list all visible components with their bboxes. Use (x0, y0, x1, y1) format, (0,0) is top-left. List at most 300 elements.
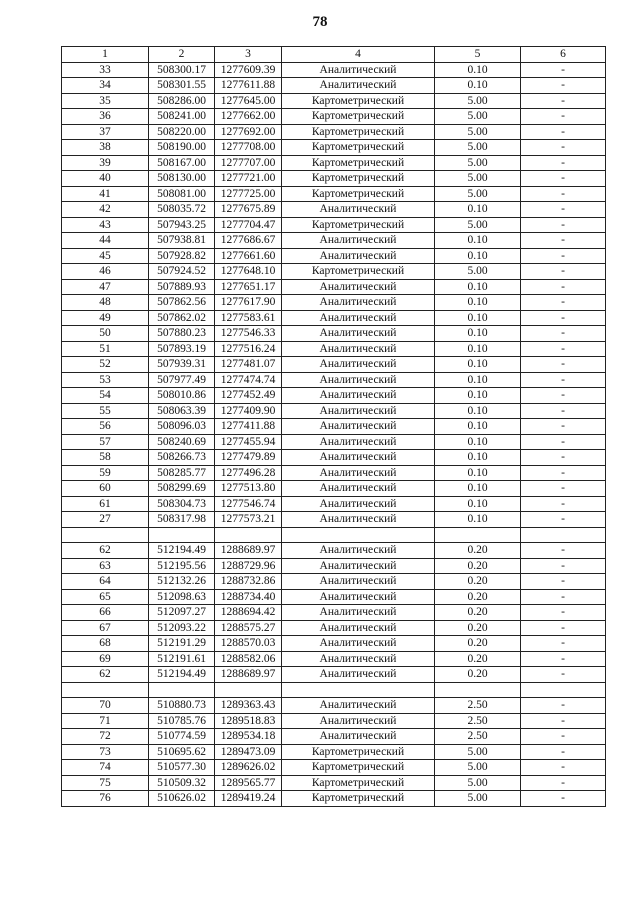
point-number-cell: 54 (62, 388, 149, 404)
x-coordinate-cell: 512194.49 (149, 667, 215, 683)
point-number-cell (62, 682, 149, 698)
point-number-cell: 35 (62, 93, 149, 109)
y-coordinate-cell: 1277409.90 (215, 403, 282, 419)
accuracy-cell (435, 527, 521, 543)
accuracy-cell: 5.00 (435, 155, 521, 171)
x-coordinate-cell: 507924.52 (149, 264, 215, 280)
accuracy-cell: 0.20 (435, 620, 521, 636)
accuracy-cell: 5.00 (435, 775, 521, 791)
y-coordinate-cell: 1277707.00 (215, 155, 282, 171)
point-number-cell: 62 (62, 667, 149, 683)
y-coordinate-cell: 1277481.07 (215, 357, 282, 373)
y-coordinate-cell: 1277573.21 (215, 512, 282, 528)
point-number-cell: 39 (62, 155, 149, 171)
x-coordinate-cell: 508241.00 (149, 109, 215, 125)
note-cell: - (521, 202, 606, 218)
point-number-cell: 34 (62, 78, 149, 94)
note-cell: - (521, 186, 606, 202)
x-coordinate-cell: 512093.22 (149, 620, 215, 636)
point-number-cell: 45 (62, 248, 149, 264)
table-row (62, 310, 606, 326)
accuracy-cell: 0.10 (435, 512, 521, 528)
method-cell: Картометрический (282, 744, 435, 760)
accuracy-cell: 0.20 (435, 574, 521, 590)
point-number-cell: 64 (62, 574, 149, 590)
point-number-cell: 56 (62, 419, 149, 435)
method-cell: Аналитический (282, 450, 435, 466)
point-number-cell: 74 (62, 760, 149, 776)
accuracy-cell: 5.00 (435, 124, 521, 140)
y-coordinate-cell: 1288729.96 (215, 558, 282, 574)
method-cell: Картометрический (282, 124, 435, 140)
point-number-cell: 42 (62, 202, 149, 218)
accuracy-cell: 5.00 (435, 791, 521, 807)
accuracy-cell: 0.20 (435, 651, 521, 667)
point-number-cell: 67 (62, 620, 149, 636)
table-row (62, 62, 606, 78)
note-cell: - (521, 450, 606, 466)
table-row (62, 233, 606, 249)
method-cell (282, 682, 435, 698)
note-cell: - (521, 78, 606, 94)
table-row (62, 527, 606, 543)
method-cell: Аналитический (282, 388, 435, 404)
point-number-cell: 53 (62, 372, 149, 388)
y-coordinate-cell: 1289626.02 (215, 760, 282, 776)
x-coordinate-cell: 510695.62 (149, 744, 215, 760)
accuracy-cell: 2.50 (435, 698, 521, 714)
method-cell: Аналитический (282, 326, 435, 342)
x-coordinate-cell: 512132.26 (149, 574, 215, 590)
accuracy-cell: 0.20 (435, 605, 521, 621)
accuracy-cell: 0.10 (435, 341, 521, 357)
x-coordinate-cell: 507928.82 (149, 248, 215, 264)
accuracy-cell: 2.50 (435, 729, 521, 745)
accuracy-cell: 0.10 (435, 465, 521, 481)
table-row (62, 264, 606, 280)
table-row (62, 667, 606, 683)
y-coordinate-cell: 1277609.39 (215, 62, 282, 78)
note-cell: - (521, 341, 606, 357)
x-coordinate-cell: 508299.69 (149, 481, 215, 497)
point-number-cell: 40 (62, 171, 149, 187)
point-number-cell (62, 527, 149, 543)
note-cell: - (521, 124, 606, 140)
table-row (62, 450, 606, 466)
x-coordinate-cell: 507893.19 (149, 341, 215, 357)
table-row (62, 775, 606, 791)
table-row (62, 124, 606, 140)
table-row (62, 202, 606, 218)
note-cell: - (521, 558, 606, 574)
y-coordinate-cell: 1288694.42 (215, 605, 282, 621)
table-row (62, 171, 606, 187)
accuracy-cell: 0.20 (435, 543, 521, 559)
method-cell: Аналитический (282, 729, 435, 745)
x-coordinate-cell: 507862.02 (149, 310, 215, 326)
note-cell: - (521, 698, 606, 714)
y-coordinate-cell: 1289363.43 (215, 698, 282, 714)
point-number-cell: 33 (62, 62, 149, 78)
note-cell: - (521, 651, 606, 667)
header-cell: 5 (435, 47, 521, 63)
note-cell: - (521, 217, 606, 233)
note-cell: - (521, 729, 606, 745)
point-number-cell: 60 (62, 481, 149, 497)
table-row (62, 326, 606, 342)
method-cell: Аналитический (282, 279, 435, 295)
table-row (62, 434, 606, 450)
point-number-cell: 72 (62, 729, 149, 745)
note-cell: - (521, 465, 606, 481)
table-row (62, 651, 606, 667)
y-coordinate-cell: 1277648.10 (215, 264, 282, 280)
note-cell: - (521, 434, 606, 450)
accuracy-cell: 2.50 (435, 713, 521, 729)
header-cell: 4 (282, 47, 435, 63)
accuracy-cell: 0.10 (435, 450, 521, 466)
point-number-cell: 75 (62, 775, 149, 791)
x-coordinate-cell: 508096.03 (149, 419, 215, 435)
header-cell: 6 (521, 47, 606, 63)
x-coordinate-cell: 507977.49 (149, 372, 215, 388)
x-coordinate-cell: 508317.98 (149, 512, 215, 528)
accuracy-cell: 5.00 (435, 109, 521, 125)
table-row (62, 217, 606, 233)
accuracy-cell: 0.10 (435, 279, 521, 295)
note-cell: - (521, 372, 606, 388)
method-cell: Аналитический (282, 481, 435, 497)
accuracy-cell: 0.10 (435, 310, 521, 326)
table-row (62, 744, 606, 760)
x-coordinate-cell: 507889.93 (149, 279, 215, 295)
table-row (62, 295, 606, 311)
method-cell: Аналитический (282, 434, 435, 450)
y-coordinate-cell: 1289534.18 (215, 729, 282, 745)
accuracy-cell: 5.00 (435, 744, 521, 760)
table-row (62, 78, 606, 94)
method-cell: Аналитический (282, 233, 435, 249)
method-cell: Аналитический (282, 651, 435, 667)
table-row (62, 682, 606, 698)
note-cell: - (521, 589, 606, 605)
method-cell: Картометрический (282, 760, 435, 776)
point-number-cell: 41 (62, 186, 149, 202)
y-coordinate-cell: 1288689.97 (215, 543, 282, 559)
note-cell: - (521, 109, 606, 125)
x-coordinate-cell: 510509.32 (149, 775, 215, 791)
x-coordinate-cell: 510626.02 (149, 791, 215, 807)
note-cell: - (521, 636, 606, 652)
table-row (62, 636, 606, 652)
table-row (62, 155, 606, 171)
x-coordinate-cell: 508240.69 (149, 434, 215, 450)
method-cell: Аналитический (282, 202, 435, 218)
table-row (62, 140, 606, 156)
note-cell: - (521, 310, 606, 326)
point-number-cell: 62 (62, 543, 149, 559)
y-coordinate-cell (215, 527, 282, 543)
x-coordinate-cell: 510774.59 (149, 729, 215, 745)
table-row (62, 791, 606, 807)
y-coordinate-cell: 1277474.74 (215, 372, 282, 388)
table-header-row (62, 47, 606, 63)
table-row (62, 93, 606, 109)
note-cell: - (521, 512, 606, 528)
point-number-cell: 49 (62, 310, 149, 326)
method-cell: Аналитический (282, 496, 435, 512)
y-coordinate-cell: 1277617.90 (215, 295, 282, 311)
y-coordinate-cell: 1277645.00 (215, 93, 282, 109)
method-cell (282, 527, 435, 543)
method-cell: Аналитический (282, 341, 435, 357)
method-cell: Аналитический (282, 620, 435, 636)
method-cell: Аналитический (282, 574, 435, 590)
x-coordinate-cell: 508286.00 (149, 93, 215, 109)
point-number-cell: 46 (62, 264, 149, 280)
point-number-cell: 27 (62, 512, 149, 528)
method-cell: Аналитический (282, 372, 435, 388)
x-coordinate-cell: 508167.00 (149, 155, 215, 171)
x-coordinate-cell: 507938.81 (149, 233, 215, 249)
accuracy-cell: 0.10 (435, 295, 521, 311)
y-coordinate-cell: 1277583.61 (215, 310, 282, 326)
y-coordinate-cell (215, 682, 282, 698)
accuracy-cell: 0.10 (435, 78, 521, 94)
note-cell (521, 527, 606, 543)
x-coordinate-cell: 508220.00 (149, 124, 215, 140)
x-coordinate-cell: 508063.39 (149, 403, 215, 419)
accuracy-cell: 0.10 (435, 434, 521, 450)
method-cell: Аналитический (282, 667, 435, 683)
note-cell: - (521, 620, 606, 636)
note-cell: - (521, 357, 606, 373)
method-cell: Аналитический (282, 419, 435, 435)
point-number-cell: 57 (62, 434, 149, 450)
note-cell: - (521, 233, 606, 249)
accuracy-cell: 5.00 (435, 93, 521, 109)
y-coordinate-cell: 1289419.24 (215, 791, 282, 807)
point-number-cell: 61 (62, 496, 149, 512)
table-row (62, 388, 606, 404)
method-cell: Аналитический (282, 512, 435, 528)
method-cell: Картометрический (282, 264, 435, 280)
table-row (62, 496, 606, 512)
note-cell: - (521, 403, 606, 419)
x-coordinate-cell: 508035.72 (149, 202, 215, 218)
point-number-cell: 47 (62, 279, 149, 295)
table-row (62, 372, 606, 388)
point-number-cell: 63 (62, 558, 149, 574)
y-coordinate-cell: 1288582.06 (215, 651, 282, 667)
method-cell: Картометрический (282, 775, 435, 791)
y-coordinate-cell: 1277661.60 (215, 248, 282, 264)
accuracy-cell: 0.10 (435, 372, 521, 388)
note-cell: - (521, 744, 606, 760)
x-coordinate-cell: 508190.00 (149, 140, 215, 156)
point-number-cell: 76 (62, 791, 149, 807)
note-cell: - (521, 295, 606, 311)
table-row (62, 403, 606, 419)
point-number-cell: 66 (62, 605, 149, 621)
accuracy-cell: 0.20 (435, 636, 521, 652)
header-cell: 2 (149, 47, 215, 63)
note-cell: - (521, 155, 606, 171)
y-coordinate-cell: 1277708.00 (215, 140, 282, 156)
point-number-cell: 51 (62, 341, 149, 357)
note-cell: - (521, 93, 606, 109)
x-coordinate-cell: 510880.73 (149, 698, 215, 714)
point-number-cell: 43 (62, 217, 149, 233)
method-cell: Аналитический (282, 78, 435, 94)
method-cell: Аналитический (282, 295, 435, 311)
note-cell: - (521, 574, 606, 590)
x-coordinate-cell: 508285.77 (149, 465, 215, 481)
point-number-cell: 55 (62, 403, 149, 419)
x-coordinate-cell: 507939.31 (149, 357, 215, 373)
method-cell: Аналитический (282, 605, 435, 621)
y-coordinate-cell: 1277546.74 (215, 496, 282, 512)
accuracy-cell: 0.10 (435, 326, 521, 342)
x-coordinate-cell: 508301.55 (149, 78, 215, 94)
note-cell: - (521, 140, 606, 156)
note-cell: - (521, 791, 606, 807)
page-number: 78 (312, 14, 328, 30)
y-coordinate-cell: 1277479.89 (215, 450, 282, 466)
table-row (62, 279, 606, 295)
table-row (62, 589, 606, 605)
accuracy-cell: 5.00 (435, 264, 521, 280)
accuracy-cell: 0.10 (435, 388, 521, 404)
accuracy-cell: 0.10 (435, 202, 521, 218)
y-coordinate-cell: 1288732.86 (215, 574, 282, 590)
accuracy-cell: 0.20 (435, 589, 521, 605)
accuracy-cell: 0.10 (435, 481, 521, 497)
note-cell: - (521, 543, 606, 559)
point-number-cell: 71 (62, 713, 149, 729)
note-cell: - (521, 279, 606, 295)
note-cell: - (521, 248, 606, 264)
table-row (62, 481, 606, 497)
y-coordinate-cell: 1277516.24 (215, 341, 282, 357)
table-row (62, 465, 606, 481)
point-number-cell: 38 (62, 140, 149, 156)
method-cell: Картометрический (282, 140, 435, 156)
y-coordinate-cell: 1277662.00 (215, 109, 282, 125)
x-coordinate-cell: 508081.00 (149, 186, 215, 202)
point-number-cell: 36 (62, 109, 149, 125)
x-coordinate-cell: 512195.56 (149, 558, 215, 574)
x-coordinate-cell: 512191.29 (149, 636, 215, 652)
table-row (62, 186, 606, 202)
table-row (62, 512, 606, 528)
coordinates-table (61, 46, 606, 807)
table-row (62, 760, 606, 776)
y-coordinate-cell: 1289565.77 (215, 775, 282, 791)
x-coordinate-cell: 510577.30 (149, 760, 215, 776)
note-cell: - (521, 481, 606, 497)
y-coordinate-cell: 1288689.97 (215, 667, 282, 683)
table-row (62, 543, 606, 559)
x-coordinate-cell: 508304.73 (149, 496, 215, 512)
x-coordinate-cell: 507880.23 (149, 326, 215, 342)
y-coordinate-cell: 1277496.28 (215, 465, 282, 481)
x-coordinate-cell: 508010.86 (149, 388, 215, 404)
header-cell: 1 (62, 47, 149, 63)
x-coordinate-cell: 507943.25 (149, 217, 215, 233)
y-coordinate-cell: 1289473.09 (215, 744, 282, 760)
method-cell: Аналитический (282, 357, 435, 373)
table-row (62, 357, 606, 373)
table-body (62, 62, 606, 806)
method-cell: Картометрический (282, 155, 435, 171)
method-cell: Аналитический (282, 465, 435, 481)
point-number-cell: 68 (62, 636, 149, 652)
y-coordinate-cell: 1277686.67 (215, 233, 282, 249)
x-coordinate-cell: 512097.27 (149, 605, 215, 621)
x-coordinate-cell: 512194.49 (149, 543, 215, 559)
y-coordinate-cell: 1277611.88 (215, 78, 282, 94)
note-cell: - (521, 171, 606, 187)
y-coordinate-cell: 1288734.40 (215, 589, 282, 605)
accuracy-cell: 0.10 (435, 403, 521, 419)
accuracy-cell: 5.00 (435, 217, 521, 233)
method-cell: Аналитический (282, 310, 435, 326)
accuracy-cell: 0.20 (435, 667, 521, 683)
method-cell: Аналитический (282, 636, 435, 652)
method-cell: Аналитический (282, 698, 435, 714)
x-coordinate-cell (149, 527, 215, 543)
y-coordinate-cell: 1277725.00 (215, 186, 282, 202)
accuracy-cell: 5.00 (435, 760, 521, 776)
method-cell: Картометрический (282, 791, 435, 807)
accuracy-cell: 0.20 (435, 558, 521, 574)
method-cell: Аналитический (282, 62, 435, 78)
method-cell: Аналитический (282, 713, 435, 729)
x-coordinate-cell: 512098.63 (149, 589, 215, 605)
accuracy-cell (435, 682, 521, 698)
y-coordinate-cell: 1277704.47 (215, 217, 282, 233)
note-cell: - (521, 667, 606, 683)
table-row (62, 574, 606, 590)
note-cell: - (521, 264, 606, 280)
accuracy-cell: 0.10 (435, 62, 521, 78)
y-coordinate-cell: 1277546.33 (215, 326, 282, 342)
method-cell: Аналитический (282, 248, 435, 264)
header-cell: 3 (215, 47, 282, 63)
point-number-cell: 37 (62, 124, 149, 140)
note-cell: - (521, 496, 606, 512)
y-coordinate-cell: 1277411.88 (215, 419, 282, 435)
table-row (62, 605, 606, 621)
point-number-cell: 50 (62, 326, 149, 342)
x-coordinate-cell: 512191.61 (149, 651, 215, 667)
table-row (62, 341, 606, 357)
point-number-cell: 52 (62, 357, 149, 373)
x-coordinate-cell: 510785.76 (149, 713, 215, 729)
y-coordinate-cell: 1277721.00 (215, 171, 282, 187)
note-cell: - (521, 775, 606, 791)
note-cell: - (521, 713, 606, 729)
method-cell: Картометрический (282, 171, 435, 187)
method-cell: Картометрический (282, 109, 435, 125)
y-coordinate-cell: 1277675.89 (215, 202, 282, 218)
x-coordinate-cell: 508300.17 (149, 62, 215, 78)
y-coordinate-cell: 1277513.80 (215, 481, 282, 497)
point-number-cell: 59 (62, 465, 149, 481)
accuracy-cell: 0.10 (435, 248, 521, 264)
y-coordinate-cell: 1288575.27 (215, 620, 282, 636)
